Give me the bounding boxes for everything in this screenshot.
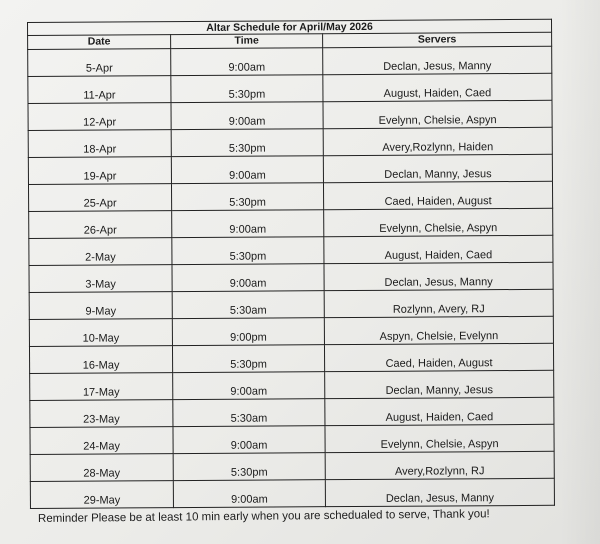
time-cell: 9:00am — [173, 426, 325, 454]
schedule-row — [30, 370, 554, 400]
schedule-row — [30, 478, 554, 508]
servers-cell: Evelynn, Chelsie, Aspyn — [323, 100, 552, 128]
servers-cell: Avery,Rozlynn, RJ — [325, 451, 554, 479]
reminder-note: Reminder Please be at least 10 min early when you are schedualed to serve, Thank you! — [37, 508, 490, 525]
time-cell: 5:30am — [172, 291, 324, 319]
servers-cell: Declan, Jesus, Manny — [324, 262, 553, 290]
servers-cell: Declan, Jesus, Manny — [325, 478, 554, 506]
date-cell: 28-May — [30, 454, 173, 482]
altar-schedule-table — [27, 19, 555, 509]
time-cell: 5:30am — [173, 399, 325, 427]
date-cell: 5-Apr — [28, 49, 171, 77]
schedule-row — [28, 154, 552, 184]
date-cell: 24-May — [30, 427, 173, 455]
time-cell: 9:00am — [171, 156, 323, 184]
time-cell: 5:30pm — [171, 129, 323, 157]
time-cell: 5:30pm — [173, 453, 325, 481]
servers-cell: Declan, Manny, Jesus — [323, 154, 552, 182]
schedule-row — [28, 100, 552, 130]
servers-cell: August, Haiden, Caed — [325, 397, 554, 425]
schedule-row — [29, 343, 553, 373]
date-cell: 2-May — [29, 238, 172, 266]
schedule-row — [29, 262, 553, 292]
time-cell: 9:00am — [171, 102, 323, 130]
schedule-row — [30, 424, 554, 454]
date-cell: 19-Apr — [28, 157, 171, 185]
date-cell: 16-May — [29, 346, 172, 374]
servers-cell: August, Haiden, Caed — [323, 73, 552, 101]
servers-cell: Caed, Haiden, August — [324, 343, 553, 371]
time-cell: 9:00am — [172, 264, 324, 292]
schedule-row — [29, 316, 553, 346]
date-cell: 12-Apr — [28, 103, 171, 131]
date-cell: 23-May — [30, 400, 173, 428]
servers-cell: Evelynn, Chelsie, Aspyn — [325, 424, 554, 452]
schedule-row — [28, 73, 552, 103]
servers-column-header: Servers — [323, 32, 552, 47]
time-cell: 5:30pm — [172, 345, 324, 373]
schedule-row — [30, 451, 554, 481]
date-cell: 9-May — [29, 292, 172, 320]
schedule-row — [29, 208, 553, 238]
servers-cell: Evelynn, Chelsie, Aspyn — [324, 208, 553, 236]
time-cell: 9:00am — [172, 210, 324, 238]
time-cell: 5:30pm — [171, 183, 323, 211]
time-cell: 9:00am — [171, 48, 323, 76]
servers-cell: Rozlynn, Avery, RJ — [324, 289, 553, 317]
time-cell: 5:30pm — [171, 75, 323, 103]
time-cell: 9:00am — [173, 480, 325, 508]
servers-cell: Avery,Rozlynn, Haiden — [323, 127, 552, 155]
servers-cell: Declan, Jesus, Manny — [323, 46, 552, 74]
servers-cell: Caed, Haiden, August — [323, 181, 552, 209]
schedule-row — [29, 289, 553, 319]
servers-cell: August, Haiden, Caed — [324, 235, 553, 263]
paper-shadow — [560, 0, 600, 544]
date-cell: 11-Apr — [28, 76, 171, 104]
date-cell: 25-Apr — [28, 184, 171, 212]
schedule-row — [28, 181, 552, 211]
date-cell: 17-May — [30, 373, 173, 401]
date-cell: 3-May — [29, 265, 172, 293]
schedule-title: Altar Schedule for April/May 2026 — [28, 19, 552, 35]
date-cell: 18-Apr — [28, 130, 171, 158]
date-cell: 10-May — [29, 319, 172, 347]
schedule-row — [29, 235, 553, 265]
servers-cell: Aspyn, Chelsie, Evelynn — [324, 316, 553, 344]
date-cell: 26-Apr — [29, 211, 172, 239]
time-cell: 9:00pm — [172, 318, 324, 346]
time-column-header: Time — [171, 34, 323, 49]
schedule-row — [28, 46, 552, 76]
schedule-sheet — [27, 19, 560, 509]
schedule-row — [30, 397, 554, 427]
servers-cell: Declan, Manny, Jesus — [325, 370, 554, 398]
schedule-row — [28, 127, 552, 157]
time-cell: 5:30pm — [172, 237, 324, 265]
time-cell: 9:00am — [173, 372, 325, 400]
date-cell: 29-May — [30, 481, 173, 509]
date-column-header: Date — [28, 35, 171, 50]
